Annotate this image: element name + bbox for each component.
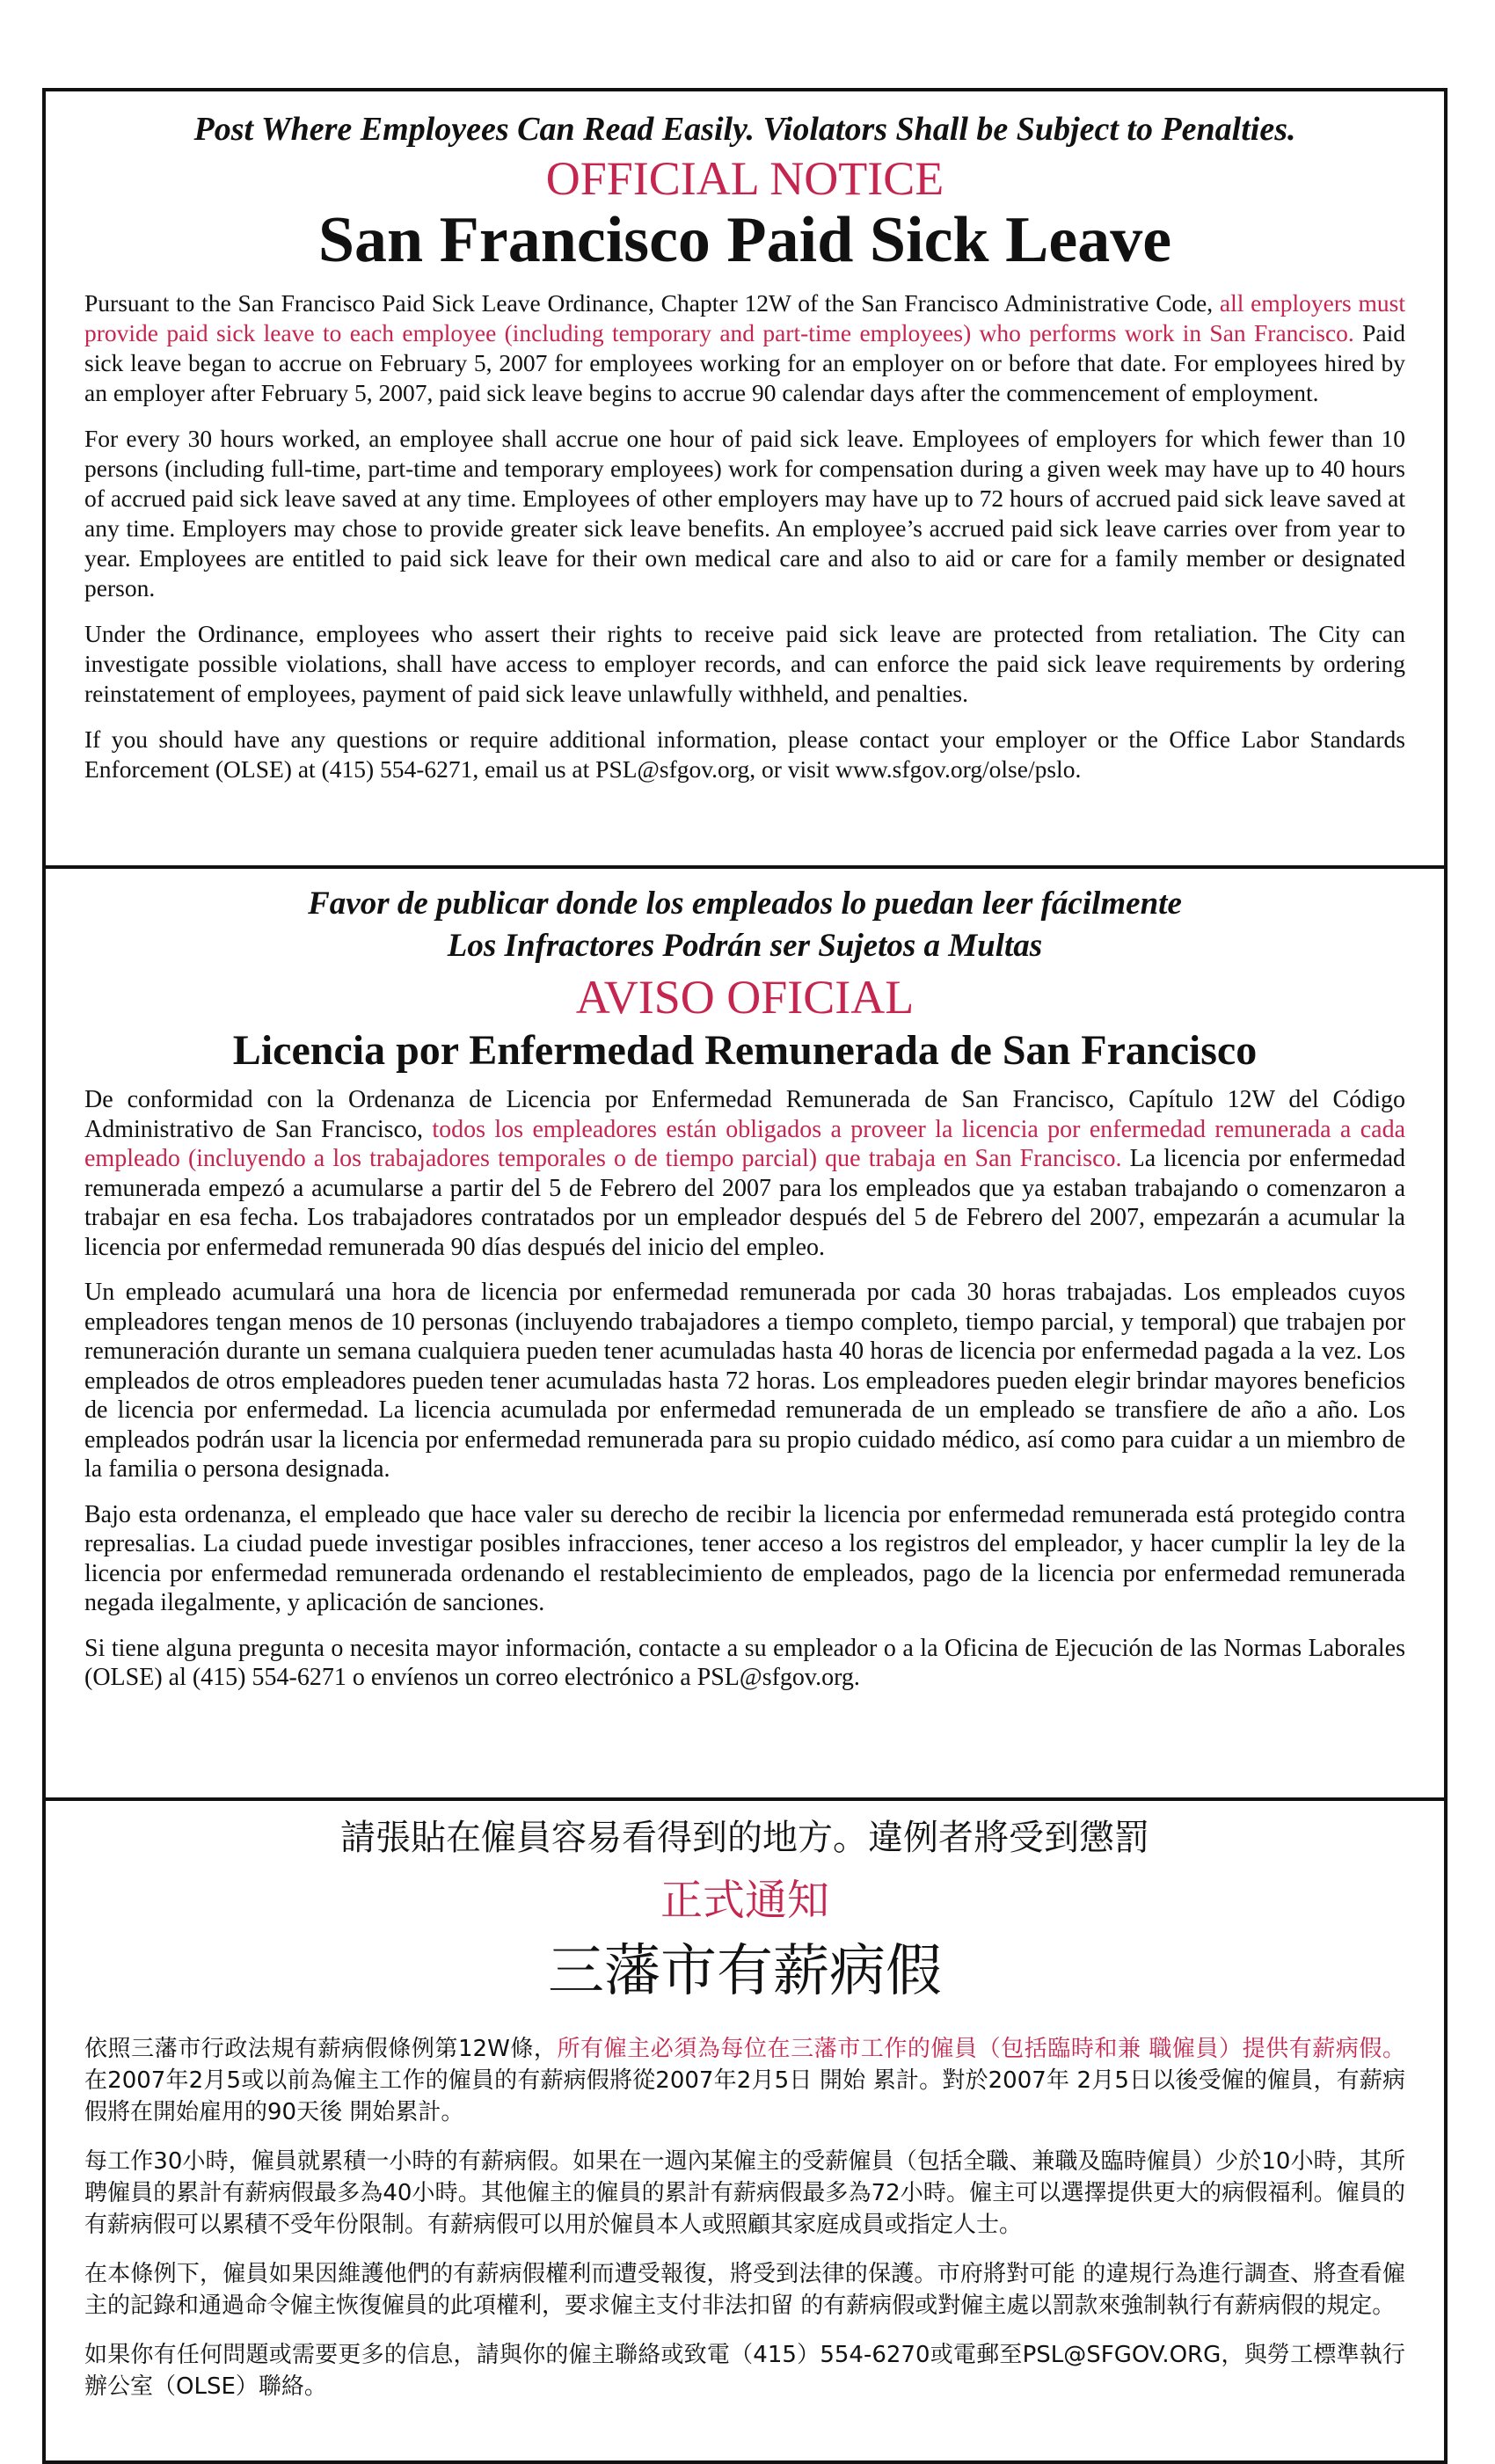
paragraph-en-2: For every 30 hours worked, an employee shall accrue one hour of paid sick leave. Employees of employers for which fewer than 10 persons (including full-time, part-time and temporary employees) work for compensation during a given week may have up to 40 hours of accrued paid sick leave saved at any time. Employees of other employers may have up to 72 hours of accrued paid sick leave saved at any time. Employers may chose to provide greater sick leave benefits. An employee’s accrued paid sick leave carries over from year to year. Employees are entitled to paid sick leave for their own medical care and also to aid or care for a family member or designated person. <box>84 425 1405 601</box>
official-notice-heading-en: OFFICIAL NOTICE <box>545 152 944 205</box>
paragraph-en-3: Under the Ordinance, employees who assert their rights to receive paid sick leave are protected from retaliation. The City can investigate possible violations, shall have access to employer records, and can enforce the paid sick leave requirements by ordering reinstatement of employees, payment of paid sick leave unlawfully withheld, and penalties. <box>84 620 1405 707</box>
paragraph-en-1-highlight: all employers must provide paid sick leave to each employee (including temporary and part-time employees) who performs work in San Francisco. <box>84 289 1405 346</box>
paragraph-es-1 <box>84 1085 1405 1262</box>
paragraph-es-1-intro: De conformidad con la Ordenanza de Licencia por Enfermedad Remunerada de San Francisco, Capítulo 12W del Código Administrativo de San Francisco, <box>84 1086 1405 1143</box>
post-notice-en: Post Where Employees Can Read Easily. Violators Shall be Subject to Penalties. <box>193 111 1296 148</box>
paragraph-en-1-intro: Pursuant to the San Francisco Paid Sick Leave Ordinance, Chapter 12W of the San Francisco Administrative Code, <box>84 289 1220 317</box>
paragraph-zh-1-intro: 依照三藩市行政法規有薪病假條例第12W條， <box>84 2036 558 2062</box>
post-notice-es-line1: Favor de publicar donde los empleados lo puedan leer fácilmente <box>308 886 1182 922</box>
post-notice-es-line2: Los Infractores Podrán ser Sujetos a Multas <box>447 928 1043 964</box>
paragraph-zh-1-highlight: 所有僱主必須為每位在三藩市工作的僱員（包括臨時和兼 職僱員）提供有薪病假。 <box>557 2036 1405 2062</box>
official-notice-heading-es: AVISO OFICIAL <box>575 971 915 1024</box>
official-notice-heading-zh: 正式通知 <box>660 1876 829 1925</box>
paragraph-zh-4: 如果你有任何問題或需要更多的信息，請與你的僱主聯絡或致電（415）554-6270或電郵至PSL@SFGOV.ORG，與勞工標準執行辦公室（OLSE）聯絡。 <box>84 2342 1405 2400</box>
paragraph-es-4: Si tiene alguna pregunta o necesita mayor información, contacte a su empleador o a la Oficina de Ejecución de las Normas Laborales (OLSE) al (415) 554-6271 o envíenos un correo electrónico a PSL@sfgov.org. <box>84 1634 1405 1691</box>
paragraph-es-1-rest: La licencia por enfermedad remunerada empezó a acumularse a partir del 5 de Febrero del 2007 para los empleados que ya estaban trabajando o comenzaron a trabajar en esa fecha. Los trabajadores contratados por un empleador después del 5 de Febrero del 2007, empezarán a acumular la licencia por enfermedad remunerada 90 días después del inicio del empleo. <box>84 1145 1405 1261</box>
english-section <box>46 91 1444 865</box>
page-title-en: San Francisco Paid Sick Leave <box>317 204 1172 276</box>
paragraph-en-1 <box>84 288 1405 408</box>
notice-frame <box>42 88 1448 2464</box>
post-notice-zh: 請張貼在僱員容易看得到的地方。違例者將受到懲罰 <box>340 1818 1149 1858</box>
chinese-section <box>46 1797 1444 2464</box>
paragraph-zh-3: 在本條例下，僱員如果因維護他們的有薪病假權利而遭受報復，將受到法律的保護。市府將對可能 的違規行為進行調查、將查看僱主的記錄和通過命令僱主恢復僱員的此項權利，要求僱主支付非法扣留 的有薪病假或對僱主處以罰款來強制執行有薪病假的規定。 <box>84 2261 1405 2319</box>
paragraph-en-1-rest: Paid sick leave began to accrue on February 5, 2007 for employees working for an employer on or before that date. For employees hired by an employer after February 5, 2007, paid sick leave begins to accrue 90 calendar days after the commencement of employment. <box>84 319 1406 406</box>
paragraph-es-1-highlight: todos los empleadores están obligados a proveer la licencia por enfermedad remunerada a cada empleado (incluyendo a los trabajadores temporales o de tiempo parcial) que trabaja en San Francisco. <box>84 1115 1405 1172</box>
paragraph-en-4: If you should have any questions or require additional information, please contact your employer or the Office Labor Standards Enforcement (OLSE) at (415) 554-6271, email us at PSL@sfgov.org, or visit www.sfgov.org/olse/pslo. <box>84 725 1405 783</box>
paragraph-zh-1-rest: 在2007年2月5或以前為僱主工作的僱員的有薪病假將從2007年2月5日 開始 累計。對於2007年 2月5日以後受僱的僱員，有薪病假將在開始雇用的90天後 開始累計。 <box>84 2067 1405 2125</box>
paragraph-zh-1 <box>84 2033 1405 2128</box>
page-title-es: Licencia por Enfermedad Remunerada de San Francisco <box>232 1027 1258 1074</box>
spanish-section <box>46 865 1444 1797</box>
paragraph-es-2: Un empleado acumulará una hora de licencia por enfermedad remunerada por cada 30 horas trabajadas. Los empleados cuyos empleadores tengan menos de 10 personas (incluyendo trabajadores a tiempo completo, tiempo parcial, y temporal) que trabajen por remuneración durante un semana cualquiera pueden tener acumuladas hasta 40 horas de licencia por enfermedad pagada a la vez. Los empleados de otros empleadores pueden tener acumuladas hasta 72 horas. Los empleadores pueden elegir brindar mayores beneficios de licencia por enfermedad. La licencia acumulada por enfermedad remunerada de un empleado se transfiere de año a año. Los empleados podrán usar la licencia por enfermedad remunerada para su propio cuidado médico, así como para cuidar a un miembro de la familia o persona designada. <box>84 1279 1405 1483</box>
paragraph-es-3: Bajo esta ordenanza, el empleado que hace valer su derecho de recibir la licencia por enfermedad remunerada está protegido contra represalias. La ciudad puede investigar posibles infracciones, tener acceso a los registros del empleador, y hacer cumplir la ley de la licencia por enfermedad remunerada ordenando el restablecimiento de empleados, pago de la licencia por enfermedad remunerada negada ilegalmente, y aplicación de sanciones. <box>84 1500 1405 1616</box>
paragraph-zh-2: 每工作30小時，僱員就累積一小時的有薪病假。如果在一週內某僱主的受薪僱員（包括全職、兼職及臨時僱員）少於10小時，其所聘僱員的累計有薪病假最多為40小時。其他僱主的僱員的累計有薪病假最多為72小時。僱主可以選擇提供更大的病假福利。僱員的有薪病假可以累積不受年份限制。有薪病假可以用於僱員本人或照顧其家庭成員或指定人士。 <box>84 2148 1405 2238</box>
page-title-zh: 三藩市有薪病假 <box>548 1939 942 2004</box>
